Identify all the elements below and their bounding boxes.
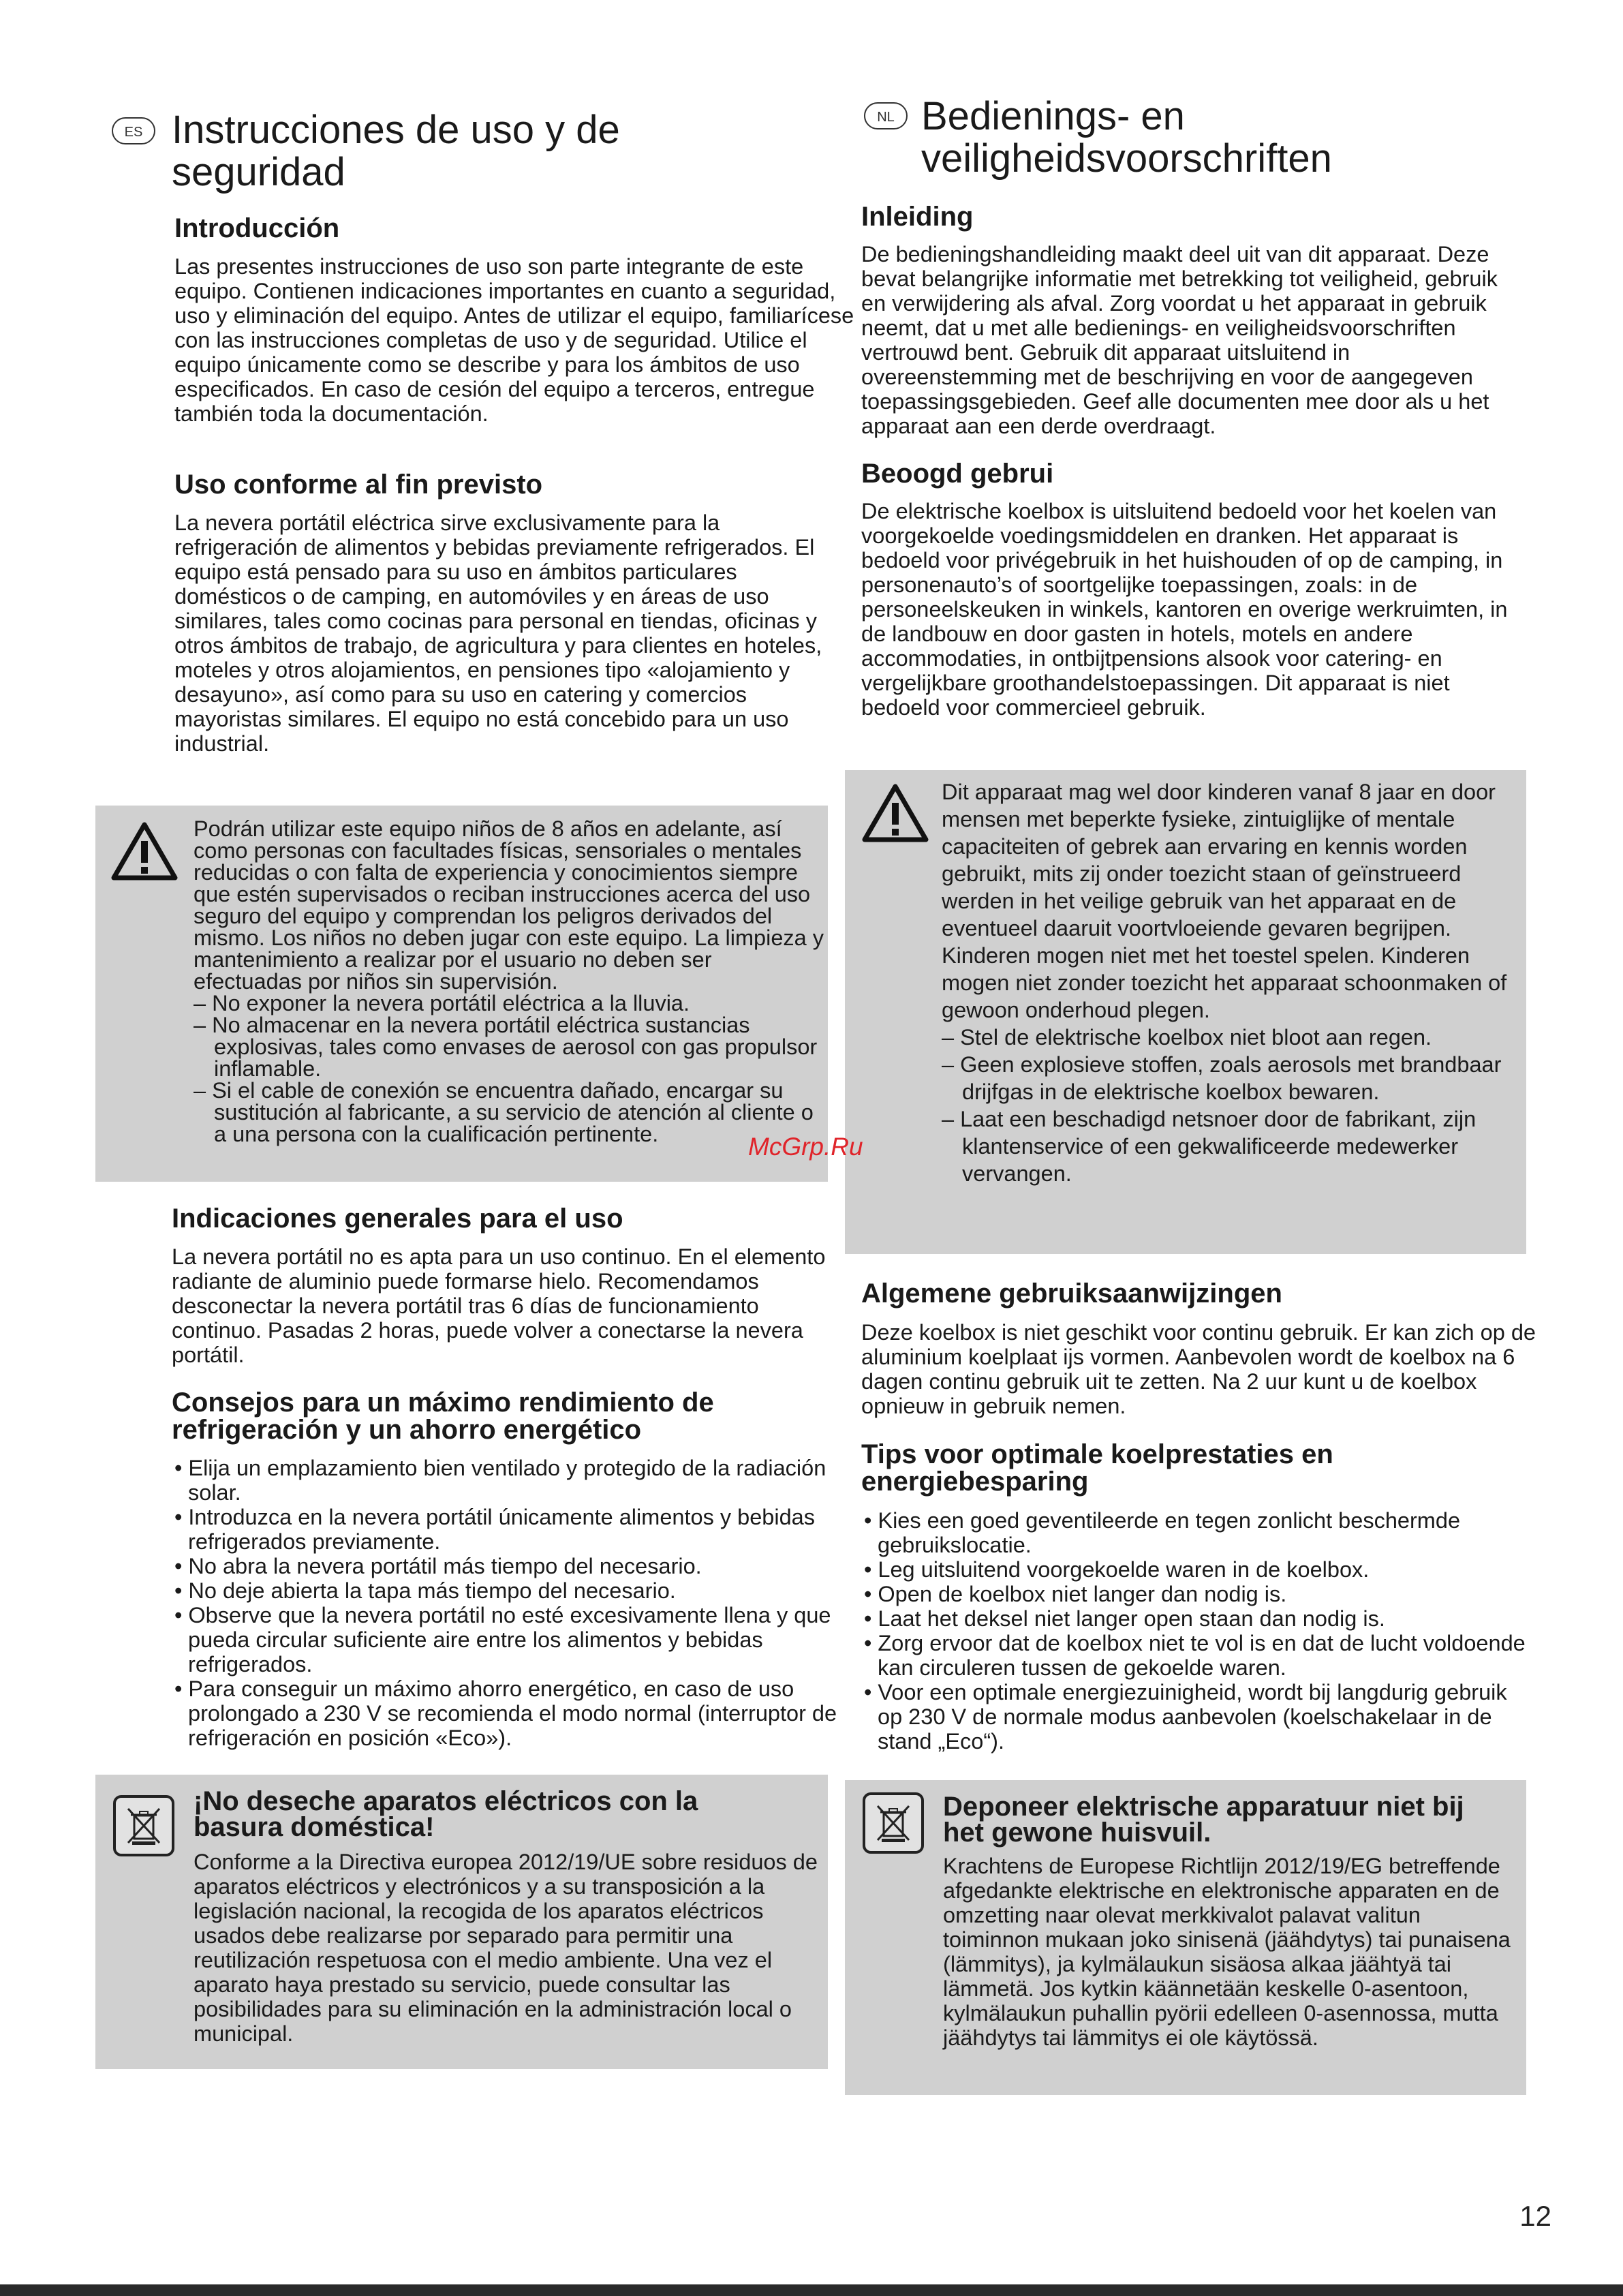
text-general-nl: Deze koelbox is niet geschikt voor continu gebruik. Er kan zich op de aluminium koelplaat ijs vormen. Aanbevolen wordt de koelbox na 6 dagen continu gebruik uit te zetten. Na 2 uur kunt u de koelbox opnieuw in gebruik nemen. — [861, 1320, 1536, 1418]
list-item: – Laat een beschadigd netsnoer door de fabrikant, zijn klantenservice of een gekwalificeerde medewerker vervangen. — [942, 1107, 1477, 1186]
crossed-bin-icon — [863, 1792, 924, 1854]
list-item: • No deje abierta la tapa más tiempo del necesario. — [174, 1578, 676, 1603]
list-item: • Elija un emplazamiento bien ventilado y protegido de la radiación solar. — [174, 1456, 826, 1505]
text-intro-es: Las presentes instrucciones de uso son parte integrante de este equipo. Contienen indicaciones importantes en cuanto a seguridad, uso y eliminación del equipo. Antes de utilizar el equipo, familiarícese con las instrucciones completas de uso y de seguridad. Utilice el equipo únicamente como se describe y para los ámbitos de uso especificados. En caso de cesión del equipo a terceros, entregue también toda la documentación. — [174, 254, 854, 426]
weee-heading-es: ¡No deseche aparatos eléctricos con la basura doméstica! — [194, 1786, 698, 1842]
list-item: – No almacenar en la nevera portátil eléctrica sustancias explosivas, tales como envases de aerosol con gas propulsor inflamable. — [194, 1013, 818, 1081]
heading-intro-nl: Inleiding — [861, 202, 974, 232]
heading-intro-es: Introducción — [174, 213, 340, 243]
heading-tips-es: Consejos para un máximo rendimiento de refrigeración y un ahorro energético — [172, 1388, 714, 1445]
heading-tips-nl: Tips voor optimale koelprestaties en energiebesparing — [861, 1439, 1333, 1497]
text-general-es: La nevera portátil no es apta para un uso continuo. En el elemento radiante de aluminio puede formarse hielo. Recomendamos desconectar la nevera portátil tras 6 días de funcionamiento continuo. Pasadas 2 horas, puede volver a conectarse la nevera portátil. — [172, 1244, 826, 1367]
text-intended-use-nl: De elektrische koelbox is uitsluitend bedoeld voor het koelen van voorgekoelde voedingsmiddelen en dranken. Het apparaat is bedoeld voor privégebruik in het huishouden of op de camping, in personenauto’s of soortgelijke toepassingen, zoals: in de personeelskeuken in winkels, kantoren en overige werkruimten, in de landbouw en door gasten in hotels, motels en andere accommodaties, in ontbijtpensions alsook voor catering- en vergelijkbare groothandelstoepassingen. Dit apparaat is niet bedoeld voor commercieel gebruik. — [861, 499, 1508, 720]
warning-content-es — [194, 818, 824, 1145]
warning-text-nl: Dit apparaat mag wel door kinderen vanaf 8 jaar en door mensen met beperkte fysieke, zintuiglijke of mentale capaciteiten of gebrek aan ervaring en kennis worden gebruikt, mits zij onder toezicht staan of geïnstrueerd werden in het veilige gebruik van het apparaat en de eventueel daaruit voortvloeiende gevaren begrijpen. Kinderen mogen niet met het toestel spelen. Kinderen mogen niet zonder toezicht het apparaat schoonmaken of gewoon onderhoud plegen. — [942, 780, 1507, 1022]
list-item: • Laat het deksel niet langer open staan dan nodig is. — [864, 1606, 1385, 1631]
list-item: • Observe que la nevera portátil no esté excesivamente llena y que pueda circular suficiente aire entre los alimentos y bebidas refrigerados. — [174, 1603, 831, 1677]
text-intro-nl: De bedieningshandleiding maakt deel uit van dit apparaat. Deze bevat belangrijke informatie met betrekking tot veiligheid, gebruik en verwijdering als afval. Zorg voordat u het apparaat in gebruik neemt, dat u met alle bedienings- en veiligheidsvoorschriften vertrouwd bent. Gebruik dit apparaat uitsluitend in overeenstemming met de beschrijving en voor de aangegeven toepassingsgebieden. Geef alle documenten mee door als u het apparaat aan een derde overdraagt. — [861, 242, 1498, 438]
warning-box-es — [95, 806, 828, 1182]
warning-text-es: Podrán utilizar este equipo niños de 8 años en adelante, así como personas con facultades físicas, sensoriales o mentales reducidas o con falta de experiencia y conocimientos siempre que estén supervisados o reciban instrucciones acerca del uso seguro del equipo y comprendan los peligros derivados del mismo. Los niños no deben jugar con este equipo. La limpieza y mantenimiento a realizar por el usuario no deben ser efectuadas por niños sin supervisión. — [194, 816, 824, 994]
heading-general-nl: Algemene gebruiksaanwijzingen — [861, 1279, 1282, 1308]
warning-box-nl — [845, 770, 1526, 1254]
text-intended-use-es: La nevera portátil eléctrica sirve exclusivamente para la refrigeración de alimentos y bebidas previamente refrigerados. El equipo está pensado para su uso en ámbitos particulares domésticos o de camping, en automóviles y en áreas de uso similares, tales como cocinas para personal en tiendas, oficinas y otros ámbitos de trabajo, de agricultura y para clientes en hoteles, moteles y otros alojamientos, en pensiones tipo «alojamiento y desayuno», así como para su uso en catering y comercios mayoristas similares. El equipo no está concebido para un uso industrial. — [174, 510, 822, 756]
crossed-bin-icon — [116, 1798, 172, 1854]
weee-box-es — [95, 1775, 828, 2069]
heading-intended-use-nl: Beoogd gebrui — [861, 459, 1054, 489]
list-item: – No exponer la nevera portátil eléctrica a la lluvia. — [194, 991, 690, 1015]
warning-triangle-icon — [110, 821, 179, 882]
heading-intended-use-es: Uso conforme al fin previsto — [174, 470, 543, 500]
warning-list-es — [194, 992, 824, 1145]
lang-badge-es: ES — [112, 117, 155, 144]
warning-content-nl — [942, 778, 1524, 1187]
list-item: • Zorg ervoor dat de koelbox niet te vol is en dat de lucht voldoende kan circuleren tussen de gekoelde waren. — [864, 1631, 1526, 1680]
page-number: 12 — [1519, 2200, 1551, 2232]
page-title-es: Instrucciones de uso y de seguridad — [172, 108, 620, 194]
weee-heading-nl: Deponeer elektrische apparatuur niet bij het gewone huisvuil. — [943, 1792, 1464, 1848]
weee-text-es: Conforme a la Directiva europea 2012/19/UE sobre residuos de aparatos eléctricos y electrónicos y a su transposición a la legislación nacional, la recogida de los aparatos eléctricos usados debe realizarse por separado para permitir una reutilización respetuosa con el medio ambiente. Una vez el aparato haya prestado su servicio, puede consultar las posibilidades para su eliminación en la administración local o municipal. — [194, 1850, 818, 2046]
warning-list-nl — [942, 1024, 1524, 1187]
warning-triangle-icon — [861, 782, 929, 844]
heading-general-es: Indicaciones generales para el uso — [172, 1204, 623, 1234]
crossed-bin-icon — [113, 1795, 174, 1856]
list-item: – Stel de elektrische koelbox niet bloot aan regen. — [942, 1025, 1432, 1050]
list-item: • No abra la nevera portátil más tiempo del necesario. — [174, 1554, 702, 1578]
list-item: – Geen explosieve stoffen, zoals aerosols met brandbaar drijfgas in de elektrische koelbox bewaren. — [942, 1052, 1502, 1104]
crossed-bin-icon — [865, 1795, 921, 1851]
list-item: • Para conseguir un máximo ahorro energético, en caso de uso prolongado a 230 V se recomienda el modo normal (interruptor de refrigeración en posición «Eco»). — [174, 1677, 837, 1750]
page-title-nl: Bedienings- en veiligheidsvoorschriften — [921, 94, 1332, 181]
list-item: • Open de koelbox niet langer dan nodig is. — [864, 1582, 1287, 1606]
list-item: • Leg uitsluitend voorgekoelde waren in de koelbox. — [864, 1557, 1370, 1582]
lang-badge-nl: NL — [864, 102, 908, 129]
watermark: McGrp.Ru — [748, 1133, 863, 1161]
list-item: – Si el cable de conexión se encuentra dañado, encargar su sustitución al fabricante, a su servicio de atención al cliente o a una persona con la cualificación pertinente. — [194, 1078, 814, 1146]
tips-list-nl — [861, 1508, 1536, 1754]
list-item: • Voor een optimale energiezuinigheid, wordt bij langdurig gebruik op 230 V de normale modus aanbevolen (koelschakelaar in de stand „Eco“). — [864, 1680, 1507, 1754]
tips-list-es — [172, 1456, 853, 1750]
list-item: • Introduzca en la nevera portátil únicamente alimentos y bebidas refrigerados previamente. — [174, 1505, 815, 1554]
weee-text-nl: Krachtens de Europese Richtlijn 2012/19/EG betreffende afgedankte elektrische en elektronische apparaten en de omzetting naar olevat merkkivalot palavat valitun toiminnon mukaan joko sinisenä (jäähdytys) tai punaisena (lämmitys), ja kylmälaukun sisäosa alkaa jäähtyä tai lämmetä. Jos kytkin käännetään keskelle 0-asentoon, kylmälaukun puhallin pyörii edelleen 0-asennossa, mutta jäähdytys tai lämmitys ei ole käytössä. — [943, 1854, 1511, 2050]
bottom-rule — [0, 2284, 1623, 2296]
list-item: • Kies een goed geventileerde en tegen zonlicht beschermde gebruikslocatie. — [864, 1508, 1461, 1557]
weee-box-nl — [845, 1780, 1526, 2095]
